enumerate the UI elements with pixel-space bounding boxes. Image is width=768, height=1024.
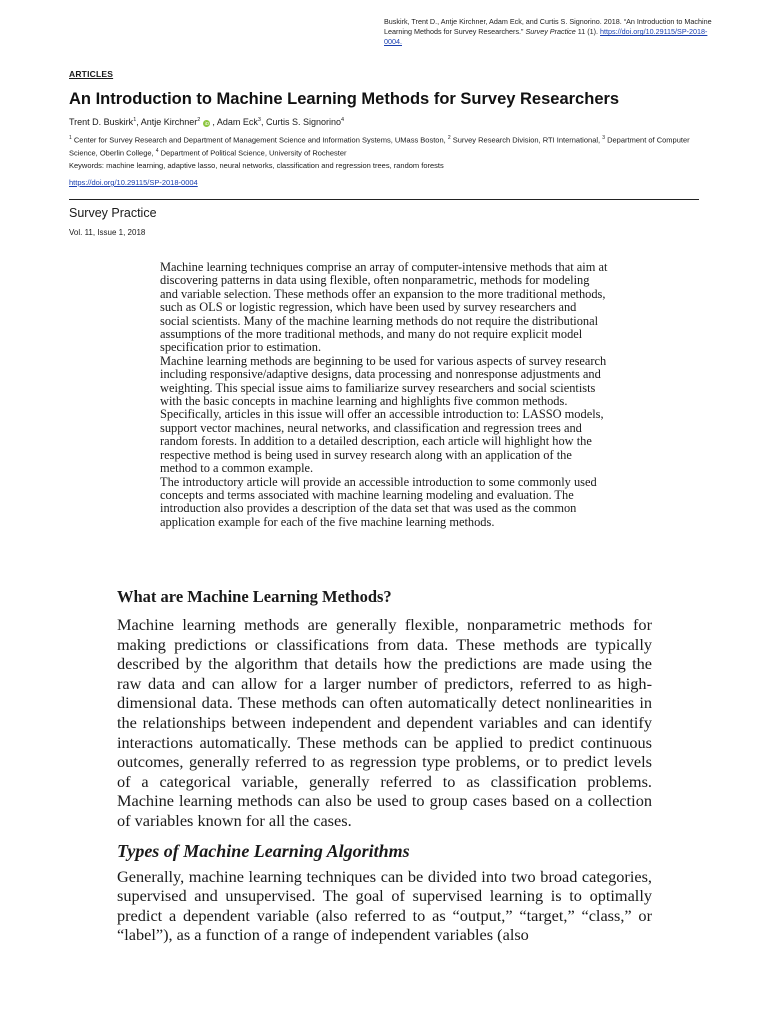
abstract-paragraph: The introductory article will provide an accessible introduction to some commonly used concepts and terms associated with machine learning modeling and evaluation. The introduction also provides a description of the data set that was used as the common application example for each of the five machine learning methods. (160, 474, 597, 529)
subsection-heading: Types of Machine Learning Algorithms (117, 840, 410, 861)
doi-link[interactable]: https://doi.org/10.29115/SP-2018-0004 (69, 178, 198, 187)
affiliation-text: Center for Survey Research and Department of Management Science and Information Systems, UMass Boston, (73, 135, 446, 145)
author-affiliation-sup: 3 (257, 117, 261, 123)
citation-text: Buskirk, Trent D., Antje Kirchner, Adam Eck, and Curtis S. Signorino. 2018. “An Introduction to Machine Learning Methods for Survey Researchers.” (384, 17, 712, 36)
section-tag[interactable]: ARTICLES (69, 69, 114, 79)
author-affiliation-sup: 1 (133, 117, 137, 123)
affiliation-text: Department of Computer Science, Oberlin College, (69, 135, 690, 157)
article-title: An Introduction to Machine Learning Methods for Survey Researchers (69, 90, 620, 108)
affiliation-number: 3 (602, 135, 605, 141)
author-affiliation-sup: 4 (341, 117, 345, 123)
author-name: Antje Kirchner (140, 117, 198, 127)
author-affiliation-sup: 2 (197, 117, 201, 123)
journal-name: Survey Practice (69, 206, 157, 220)
author-name: Adam Eck (216, 117, 258, 127)
section-heading: What are Machine Learning Methods? (117, 587, 392, 606)
affiliation-number: 2 (447, 135, 451, 141)
affiliations (69, 133, 709, 158)
author-list: Trent D. Buskirk$^1$, Antje Kirchner$^2$iD , Adam Eck$^3$, Curtis S. Signorino$^4$ (69, 117, 345, 127)
affiliation-text: Department of Political Science, University of Rochester (160, 148, 347, 157)
abstract (160, 261, 608, 529)
affiliation-text: Survey Research Division, RTI International, (452, 135, 601, 145)
header-divider (69, 199, 699, 200)
orcid-icon[interactable]: iD (204, 121, 209, 126)
keywords: Keywords: machine learning, adaptive lasso, neural networks, classification and regression trees, random forests (69, 161, 444, 170)
citation-block (384, 17, 714, 47)
volume-info: Vol. 11, Issue 1, 2018 (69, 228, 146, 237)
author-name: Curtis S. Signorino (265, 117, 342, 127)
citation-issue: 11 (1). (577, 27, 599, 36)
body-paragraph: Machine learning methods are generally flexible, nonparametric methods for making predictions or classifications from data. These methods are typically described by the algorithm that details how the predictions are made using the raw data and can allow for a larger number of predictors, referred to as high-dimensional data. These methods can often automatically detect nonlinearities in the relationships between independent and dependent variables and can identify interactions automatically. These methods can be applied to predict continuous outcomes, generally referred to as regression type problems, or to predict levels of a categorical variable, generally referred to as classification problems. Machine learning methods can also be used to group cases based on a collection of variables known for all the cases. (117, 615, 652, 830)
abstract-paragraph: Machine learning techniques comprise an array of computer-intensive methods that aim at discovering patterns in data using flexible, often nonparametric, methods for modeling and variable selection. These methods offer an expansion to the more traditional methods, such as OLS or logistic regression, which have been used by survey researchers and social scientists. Many of the machine learning methods do not require the distributional assumptions of the more traditional methods, and many do not require explicit model specification prior to estimation. (160, 260, 608, 355)
citation-journal: Survey Practice (525, 27, 576, 36)
body-paragraph: Generally, machine learning techniques can be divided into two broad categories, supervised and unsupervised. The goal of supervised learning is to optimally predict a dependent variable (also referred to as “output,” “target,” “class,” or “label”), as a function of a range of independent variables (also (117, 866, 652, 945)
author-name: Trent D. Buskirk (69, 117, 134, 127)
affiliation-number: 1 (69, 135, 72, 141)
abstract-paragraph: Machine learning methods are beginning to be used for various aspects of survey research including responsive/adaptive designs, data processing and nonresponse adjustments and weighting. This special issue aims to familiarize survey researchers and social scientists with the basic concepts in machine learning and highlights five common methods. Specifically, articles in this issue will offer an accessible introduction to: LASSO models, support vector machines, neural networks, and classification and regression trees and random forests. In addition to a detailed description, each article will highlight how the respective method is being used in survey research along with an application of the method to a common example. (160, 353, 607, 476)
article-body (117, 586, 652, 945)
affiliation-number: 4 (155, 147, 159, 154)
citation-doi-link[interactable]: https://doi.org/10.29115/SP-2018-0004. (384, 27, 708, 46)
